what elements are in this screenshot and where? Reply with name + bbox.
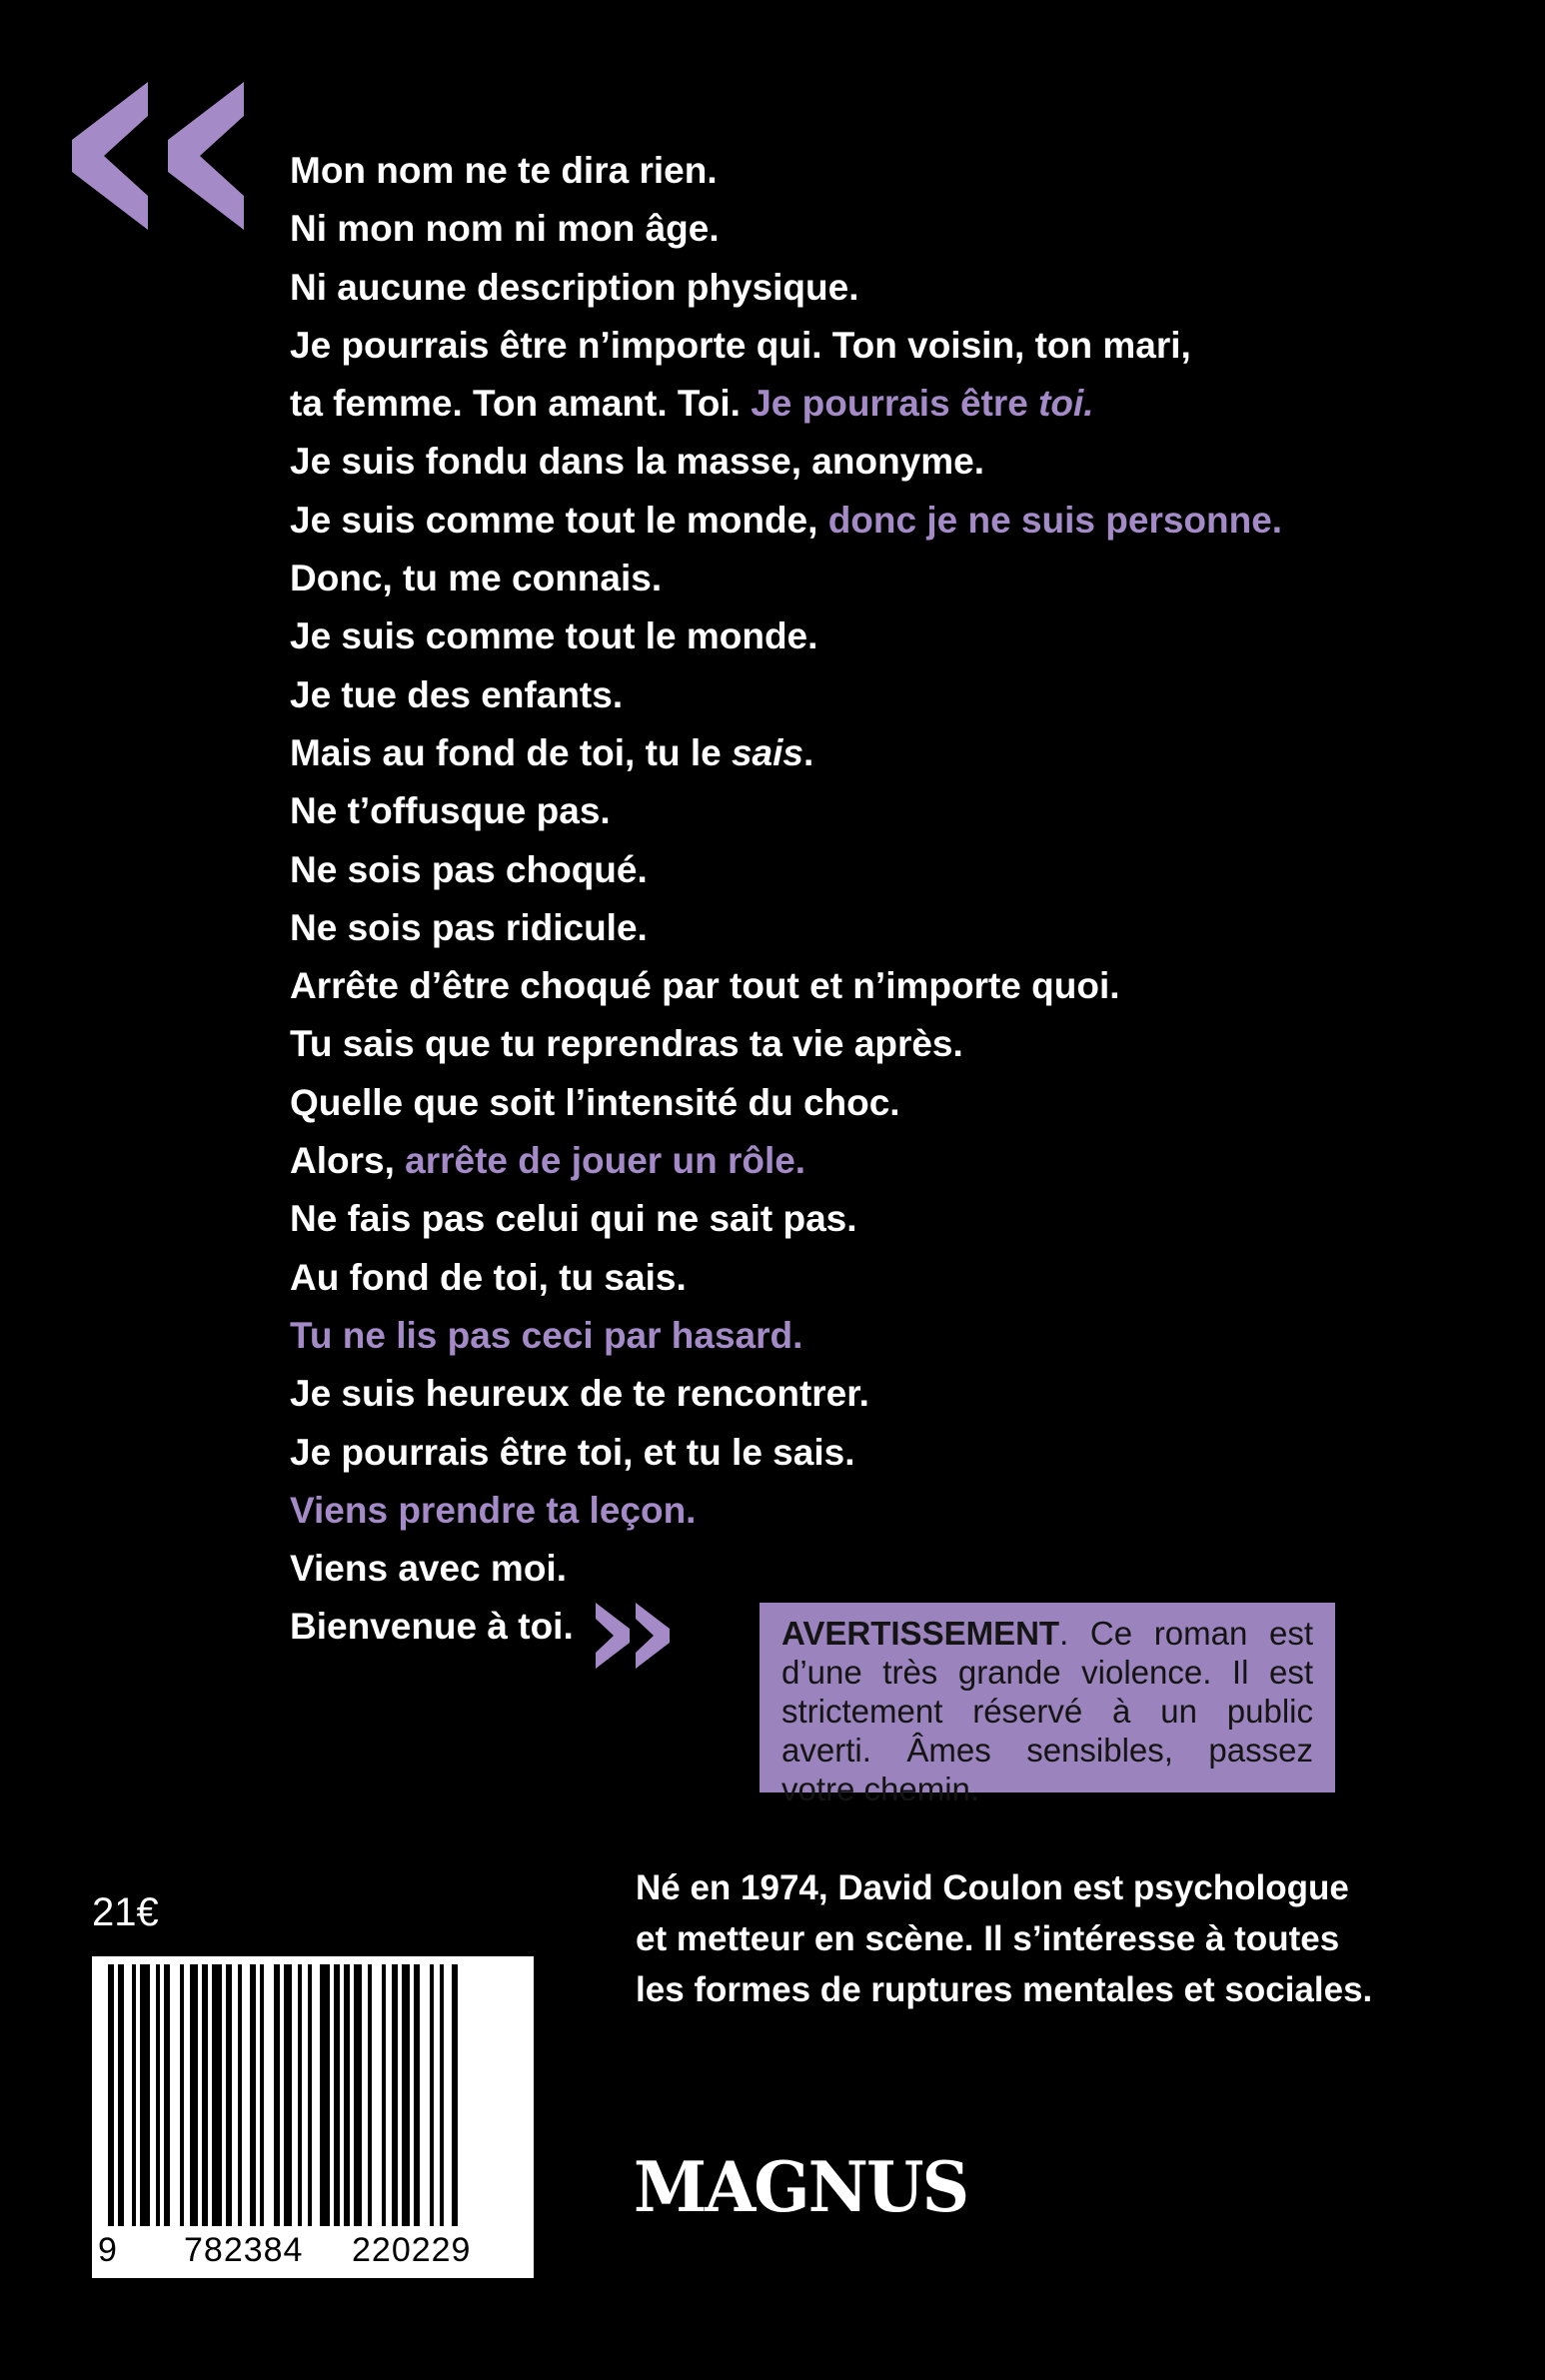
poem-line [290,433,1389,491]
barcode-bar [140,1964,150,2226]
author-bio [636,1862,1373,2015]
barcode-bar [392,1964,398,2226]
poem-line [290,1249,1389,1307]
poem-text: ta femme. Ton amant. Toi. [290,383,752,425]
barcode-bar [274,1964,280,2226]
poem-text: Arrête d’être choqué par tout et n’importe quoi. [290,965,1120,1007]
poem-text: Ni aucune description physique. [290,266,859,308]
barcode [92,1956,534,2278]
poem-text: Bienvenue à toi. [290,1606,574,1648]
poem-text: Je pourrais être n’importe qui. Ton voisin, ton mari, [290,324,1191,366]
barcode-bar [430,1964,434,2226]
publisher-logo: MAGNUS [634,2146,968,2228]
poem-text: Tu sais que tu reprendras ta vie après. [290,1023,963,1065]
barcode-digit-first: 9 [98,2231,117,2269]
poem-text: Je suis comme tout le monde, [290,499,828,541]
close-quote-icon [596,1603,672,1669]
poem-text: Ne t’offusque pas. [290,790,611,832]
poem-highlight: Tu ne lis pas ceci par hasard. [290,1314,803,1356]
barcode-bar [180,1964,184,2226]
poem-line [290,200,1389,258]
barcode-bar [344,1964,350,2226]
barcode-bar [368,1964,372,2226]
poem-text: Je tue des enfants. [290,673,624,715]
barcode-bar [212,1964,222,2226]
open-quote-icon [72,82,244,230]
poem-line [290,142,1389,200]
poem-line [290,724,1389,782]
barcode-digits-right: 220229 [352,2231,472,2269]
poem-text: Ne sois pas choqué. [290,848,648,890]
bio-line: les formes de ruptures mentales et sociales. [636,1970,1373,2009]
poem-line [290,957,1389,1015]
barcode-bar [284,1964,292,2226]
poem-line [290,1132,1389,1190]
poem-text: Donc, tu me connais. [290,558,663,599]
barcode-bar [108,1964,114,2226]
barcode-bars [92,1956,534,2278]
poem-text: Je suis comme tout le monde. [290,615,818,657]
poem-text: Je suis fondu dans la masse, anonyme. [290,441,985,483]
barcode-bar [260,1964,264,2226]
poem-text: Ni mon nom ni mon âge. [290,208,720,250]
barcode-bar [164,1964,170,2226]
poem-text: Ne fais pas celui qui ne sait pas. [290,1198,857,1240]
price-label: 21€ [92,1890,159,1934]
poem-line [290,841,1389,899]
bio-line: Né en 1974, David Coulon est psychologue [636,1868,1349,1907]
poem-line [290,666,1389,724]
poem-highlight: arrête de jouer un rôle. [405,1140,806,1182]
poem-line [290,1540,1389,1598]
barcode-digits-left: 782384 [184,2231,304,2269]
barcode-bar [308,1964,312,2226]
poem-text: Alors, [290,1140,406,1182]
poem-line [290,899,1389,957]
barcode-bar [156,1964,160,2226]
warning-title: AVERTISSEMENT [781,1615,1060,1652]
barcode-bar [132,1964,136,2226]
poem-line [290,550,1389,607]
barcode-bar [402,1964,410,2226]
poem-line [290,1365,1389,1423]
barcode-bar [452,1964,458,2226]
poem-highlight: toi. [1038,383,1094,425]
back-cover-text [290,142,1389,1657]
poem-highlight: Je pourrais être [751,383,1039,425]
barcode-bar [440,1964,444,2226]
poem-highlight: Viens prendre ta leçon. [290,1489,697,1531]
poem-text: Mais au fond de toi, tu le [290,731,732,773]
barcode-bar [202,1964,208,2226]
poem-line [290,1190,1389,1248]
poem-line [290,259,1389,317]
barcode-bar [298,1964,302,2226]
poem-line [290,317,1389,375]
poem-text: Je suis heureux de te rencontrer. [290,1373,869,1415]
poem-line [290,1015,1389,1073]
poem-line [290,607,1389,665]
barcode-bar [238,1964,242,2226]
poem-line [290,1307,1389,1365]
poem-text: Viens avec moi. [290,1548,567,1590]
poem-line [290,1482,1389,1540]
poem-line [290,375,1389,433]
poem-text: Au fond de toi, tu sais. [290,1256,687,1298]
bio-line: et metteur en scène. Il s’intéresse à toutes [636,1919,1340,1958]
barcode-bar [190,1964,198,2226]
barcode-bar [382,1964,386,2226]
poem-text: Mon nom ne te dira rien. [290,150,718,191]
poem-line [290,1074,1389,1132]
poem-text: . [802,731,814,773]
barcode-bar [414,1964,420,2226]
poem-text: sais [731,731,803,773]
barcode-bar [320,1964,330,2226]
poem-line [290,782,1389,840]
warning-text: . Ce roman est d’une très grande violence. Il est strictement réservé à un public averti. Âmes sensibles, passez votre chemin. [781,1615,1313,1807]
poem-text: Quelle que soit l’intensité du choc. [290,1081,900,1123]
poem-text: Ne sois pas ridicule. [290,906,648,948]
poem-line [290,1424,1389,1482]
warning-box [760,1603,1335,1807]
barcode-bar [250,1964,256,2226]
barcode-bar [354,1964,362,2226]
poem-line [290,492,1389,550]
barcode-bar [334,1964,340,2226]
barcode-bar [226,1964,232,2226]
poem-text: Je pourrais être toi, et tu le sais. [290,1431,855,1473]
poem-highlight: donc je ne suis personne. [827,499,1283,541]
barcode-bar [118,1964,124,2226]
